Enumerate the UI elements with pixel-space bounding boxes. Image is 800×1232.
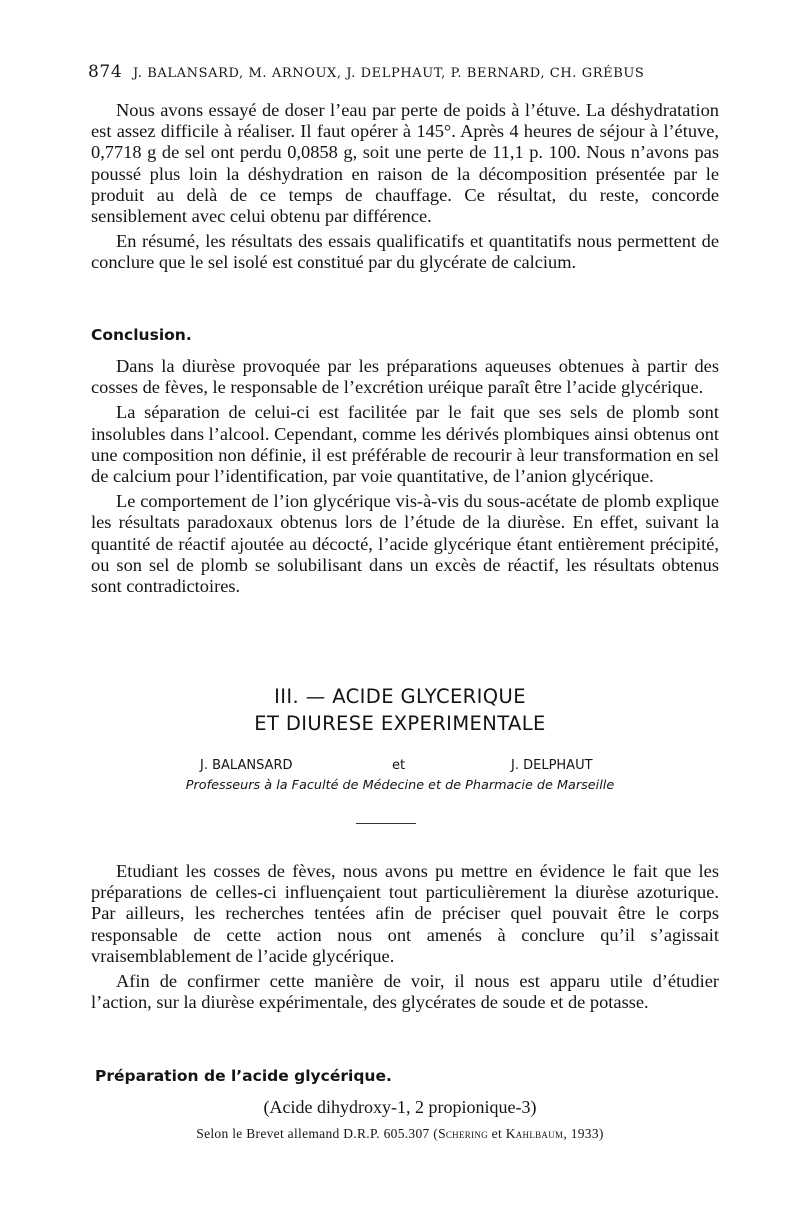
conclusion-paragraph-2: La séparation de celui-ci est facilitée par le fait que ses sels de plomb sont insolubles dans l’alcool. Cependant, comme les dérivés plombiques ainsi obtenus ont une composition non définie, il est préférable de recourir à leur transformation en sel de calcium pour l’identification, par voie quantitative, de l’anion glycérique. — [91, 402, 719, 487]
conclusion-paragraph-1: Dans la diurèse provoquée par les préparations aqueuses obtenues à partir des cosses de fèves, le responsable de l’excrétion uréique paraît être l’acide glycérique. — [91, 356, 719, 398]
conclusion-heading: Conclusion. — [91, 326, 192, 344]
author-1: J. BALANSARD — [200, 758, 293, 773]
page-number: 874 — [88, 62, 123, 82]
author-2: J. DELPHAUT — [511, 758, 593, 773]
header-authors: J. BALANSARD, M. ARNOUX, J. DELPHAUT, P. BERNARD, CH. GRÉBUS — [132, 66, 645, 81]
article-paragraph-2: Afin de confirmer cette manière de voir, il nous est apparu utile d’étudier l’action, sur la diurèse expérimentale, des glycérates de soude et de potasse. — [91, 971, 719, 1013]
formula-line: (Acide dihydroxy-1, 2 propionique-3) — [263, 1097, 537, 1117]
patent-company-1: Schering — [438, 1126, 488, 1141]
patent-conjunction: et — [487, 1126, 506, 1141]
article-title-line-2: ET DIURESE EXPERIMENTALE — [254, 712, 546, 735]
conclusion-paragraph-3: Le comportement de l’ion glycérique vis-à-vis du sous-acétate de plomb explique les résultats paradoxaux obtenus lors de l’étude de la diurèse. En effet, suivant la quantité de réactif ajoutée au décocté, l’acide glycérique étant entièrement précipité, ou son sel de plomb se solubilisant dans un excès de réactif, les résultats obtenus sont contradictoires. — [91, 491, 719, 597]
intro-section — [91, 100, 719, 278]
intro-paragraph-2: En résumé, les résultats des essais qualificatifs et quantitatifs nous permettent de conclure que le sel isolé est constitué par du glycérate de calcium. — [91, 231, 719, 273]
article-title — [0, 683, 800, 737]
patent-suffix: , 1933) — [563, 1126, 604, 1141]
patent-reference — [0, 1126, 800, 1142]
preparation-heading: Préparation de l’acide glycérique. — [95, 1067, 392, 1085]
section-divider — [356, 823, 416, 824]
article-body — [91, 861, 719, 1017]
article-paragraph-1: Etudiant les cosses de fèves, nous avons pu mettre en évidence le fait que les préparations de celles-ci influençaient tout particulièrement la diurèse azoturique. Par ailleurs, les recherches tentées afin de préciser quel pouvait être le corps responsable de cette action nous ont amenés à conclure qu’il s’agissait vraisemblablement de l’acide glycérique. — [91, 861, 719, 966]
author-conjunction: et — [392, 758, 406, 773]
conclusion-section — [91, 356, 719, 601]
running-header — [88, 62, 728, 82]
article-title-line-1: III. — ACIDE GLYCERIQUE — [274, 685, 526, 708]
patent-company-2: Kahlbaum — [505, 1126, 564, 1141]
author-affiliation: Professeurs à la Faculté de Médecine et de Pharmacie de Marseille — [185, 778, 615, 793]
intro-paragraph-1: Nous avons essayé de doser l’eau par perte de poids à l’étuve. La déshydratation est assez difficile à réaliser. Il faut opérer à 145°. Après 4 heures de séjour à l’étuve, 0,7718 g de sel ont perdu 0,0858 g, soit une perte de 11,1 p. 100. Nous n’avons pas poussé plus loin la déshydration en raison de la décomposition présentée par le produit au delà de ce temps de chauffage. Ce résultat, du reste, concorde sensiblement avec celui obtenu par différence. — [91, 100, 719, 227]
patent-prefix: Selon le Brevet allemand D.R.P. 605.307 ( — [196, 1126, 439, 1141]
